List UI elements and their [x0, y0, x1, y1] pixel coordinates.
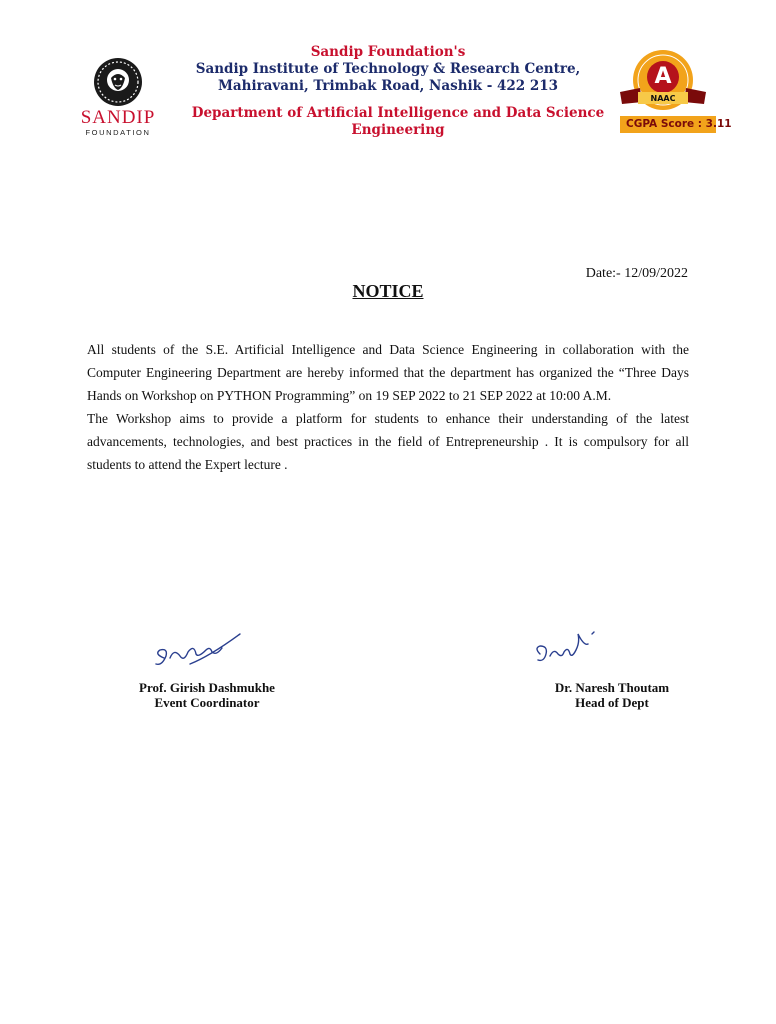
institute-address: Mahiravani, Trimbak Road, Nashik - 422 213: [217, 78, 559, 94]
naac-badge: [616, 48, 732, 138]
letterhead: [160, 44, 616, 139]
naac-label: NAAC: [650, 94, 676, 103]
coordinator-signature-icon: [150, 628, 246, 672]
coordinator-role: Event Coordinator: [154, 695, 260, 710]
hod-signature-icon: [532, 624, 602, 668]
naac-score: CGPA Score : 3.11: [620, 116, 716, 133]
hod-name: Dr. Naresh Thoutam: [554, 680, 670, 695]
lion-emblem-icon: [90, 56, 146, 108]
foundation-name: Sandip Foundation's: [310, 44, 466, 60]
notice-body: [87, 338, 689, 476]
notice-paragraph-2: The Workshop aims to provide a platform for students to enhance their understanding of the latest advancements, technologies, and best practices in the field of Entrepreneurship . It is compulsory for all students to attend the Expert lecture .: [87, 411, 689, 472]
notice-paragraph-1: All students of the S.E. Artificial Intelligence and Data Science Engineering in collaboration with the Computer Engineering Department are hereby informed that the department has organized the “Three Days Hands on Workshop on PYTHON Programming” on 19 SEP 2022 to 21 SEP 2022 at 10:00 A.M.: [87, 342, 689, 403]
logo-sub-text: FOUNDATION: [85, 128, 151, 137]
naac-grade: A: [654, 64, 672, 89]
logo-brand-text: SANDIP: [80, 107, 156, 128]
coordinator-signature-block: [120, 680, 294, 710]
sandip-foundation-logo: [72, 56, 164, 136]
notice-title: NOTICE: [352, 281, 424, 301]
coordinator-name: Prof. Girish Dashmukhe: [139, 680, 275, 695]
hod-signature-block: [532, 680, 692, 710]
hod-role: Head of Dept: [575, 695, 649, 710]
notice-date: Date:- 12/09/2022: [585, 266, 688, 281]
institute-name: Sandip Institute of Technology & Research Centre,: [195, 61, 581, 77]
department-name: Department of Artificial Intelligence and Data Science Engineering: [191, 105, 605, 138]
